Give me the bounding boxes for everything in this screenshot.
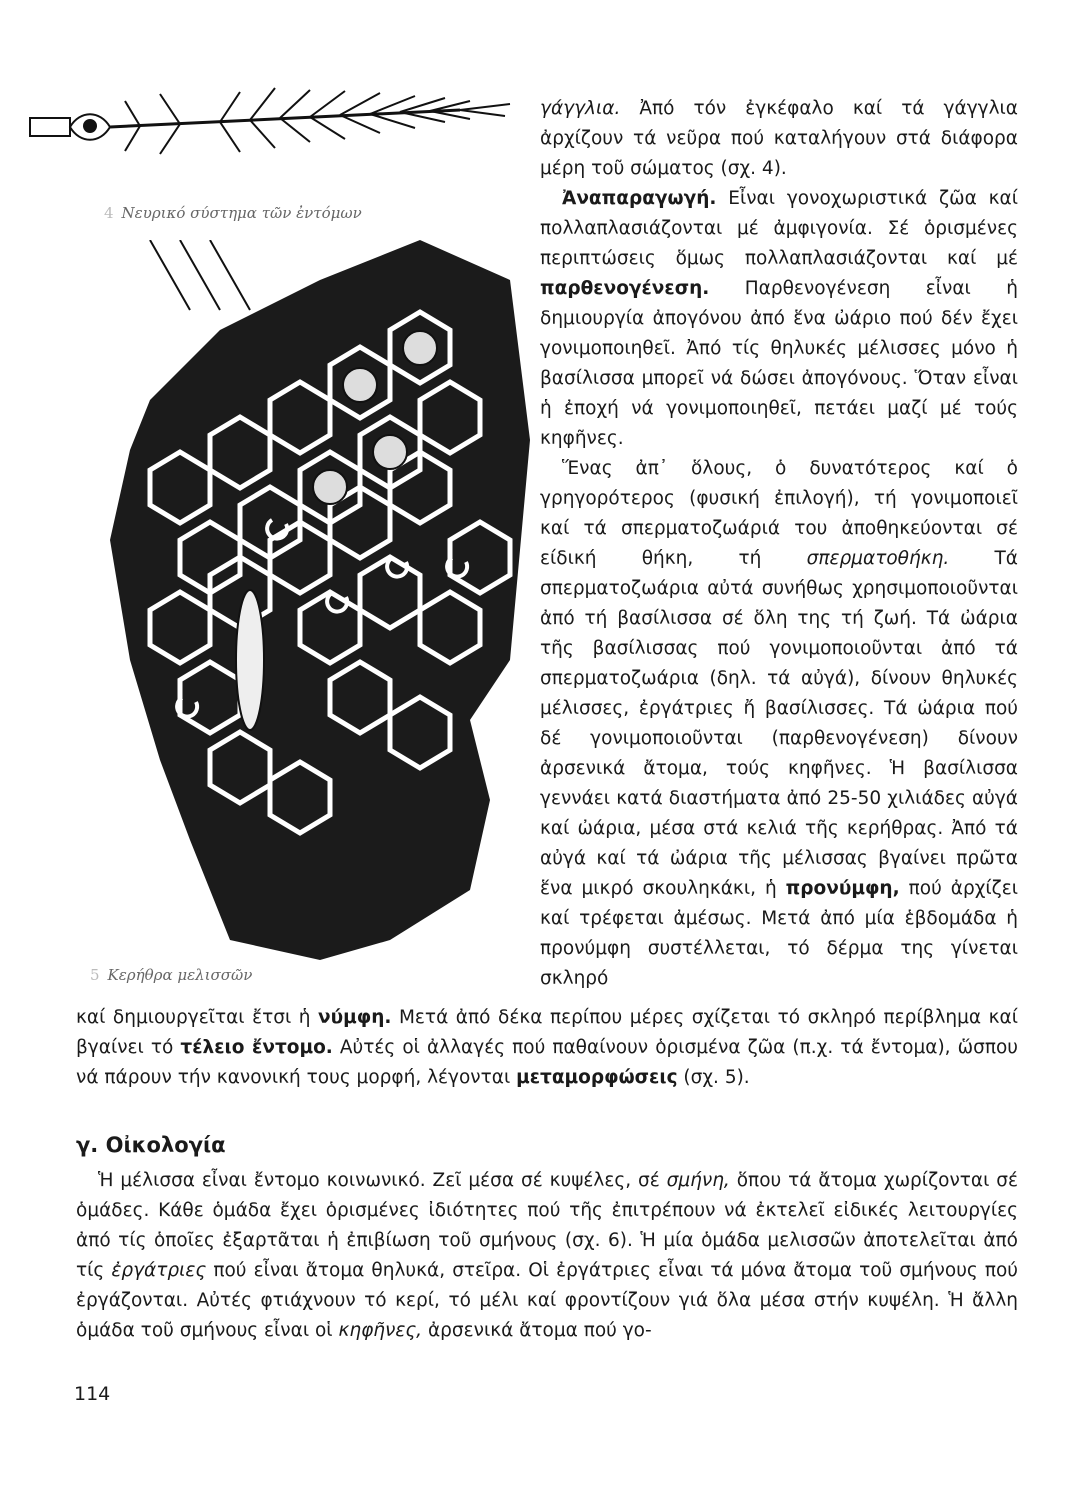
figure-4-number: 4: [104, 204, 114, 222]
nervous-system-illustration: [20, 80, 530, 200]
page-number: 114: [74, 1383, 111, 1405]
figure-5-caption-text: Κερήθρα μελισσῶν: [107, 966, 253, 984]
figure-4-caption: [104, 204, 362, 222]
figure-5-number: 5: [90, 966, 100, 984]
figure-5-caption: [90, 966, 252, 984]
figure-4-caption-text: Νευρικό σύστημα τῶν ἐντόμων: [121, 204, 362, 222]
right-column-text: [540, 94, 1018, 994]
paragraph-nervous: γάγγλια. Ἀπό τόν ἐγκέφαλο καί τά γάγγλια ἀρχίζουν τά νεῦρα πού καταλήγουν στά διάφορα μέρη τοῦ σώματος (σχ. 4).: [540, 98, 1018, 179]
ecology-text: Ἡ μέλισσα εἶναι ἔντομο κοινωνικό. Ζεῖ μέσα σέ κυψέλες, σέ σμήνη, ὅπου τά ἄτομα χωρίζονται σέ ὁμάδες. Κάθε ὁμάδα ἔχει ὁρισμένες ἰδιότητες πού τῆς ἐπιτρέπουν νά ἐκτελεῖ εἰδικές λειτουργίες ἀπό τίς ὁποῖες ἐξαρτᾶται ἡ ἐπιβίωση τοῦ σμήνους (σχ. 6). Ἡ μία ὁμάδα μελισσῶν ἀποτελεῖται ἀπό τίς ἐργάτριες πού εἶναι ἄτομα θηλυκά, στεῖρα. Οἱ ἐργάτριες εἶναι τά μόνα ἄτομα τοῦ σμήνους πού ἐργάζονται. Αὐτές φτιάχνουν τό κερί, τό μέλι καί φροντίζουν γιά ὅλα μέσα στήν κυψέλη. Ἡ ἄλλη ὁμάδα τοῦ σμήνους εἶναι οἱ κηφῆνες, ἀρσενικά ἄτομα πού γο-: [76, 1170, 1019, 1341]
paragraph-reproduction: Ἀναπαραγωγή. Εἶναι γονοχωριστικά ζῶα καί πολλαπλασιάζονται μέ ἀμφιγονία. Σέ ὁρισμένες περιπτώσεις ὅμως πολλαπλασιάζονται καί μέ παρθενογένεση. Παρθενογένεση εἶναι ἡ δημιουργία ἀπογόνου ἀπό ἕνα ὠάριο πού δέν ἔχει γονιμοποιηθεῖ. Ἀπό τίς θηλυκές μέλισσες μόνο ἡ βασίλισσα μπορεῖ νά δώσει ἀπογόνους. Ὅταν εἶναι ἡ ἐποχή νά γονιμοποιηθεῖ, πετάει μαζί μέ τούς κηφῆνες.: [540, 188, 1018, 449]
paragraph-queen: Ἕνας ἀπ᾿ ὅλους, ὁ δυνατότερος καί ὁ γρηγορότερος (φυσική ἐπιλογή), τή γονιμοποιεῖ καί τά σπερματοζωάριά του ἀποθηκεύονται σέ είδική θήκη, τή σπερματοθήκη. Τά σπερματοζωάρια αὐτά συνήθως χρησιμοποιοῦνται ἀπό τή βασίλισσα σέ ὅλη της τή ζωή. Τά ὠάρια τῆς βασίλισσας πού γονιμοποιοῦνται ἀπό τά σπερματοζωάρια (δηλ. τά αὐγά), δίνουν θηλυκές μέλισσες, ἐργάτριες ἤ βασίλισσες. Τά ὠάρια πού δέ γονιμοποιοῦνται (παρθενογένεση) δίνουν ἀρσενικά ἄτομα, τούς κηφῆνες. Ἡ βασίλισσα γεννάει κατά διαστήματα ἀπό 25-50 χιλιάδες αὐγά καί ὠάρια, μέσα στά κελιά τῆς κερήθρας. Ἀπό τά αὐγά καί τά ὠάρια τῆς μέλισσας βγαίνει πρῶτα ἕνα μικρό σκουληκάκι, ἡ προνύμφη, πού ἀρχίζει καί τρέφεται ἀμέσως. Μετά ἀπό μία ἑβδομάδα ἡ προνύμφη συστέλλεται, τό δέρμα της γίνεται σκληρό: [540, 458, 1018, 989]
metamorphosis-text: καί δημιουργεῖται ἔτσι ἡ νύμφη. Μετά ἀπό δέκα περίπου μέρες σχίζεται τό σκληρό περίβλημα καί βγαίνει τό τέλειο ἔντομο. Αὐτές οἱ ἀλλαγές πού παθαίνουν ὁρισμένα ζῶα (π.χ. τά ἔντομα), ὥσπου νά πάρουν τήν κανονική τους μορφή, λέγονται μεταμορφώσεις (σχ. 5).: [76, 1007, 1018, 1088]
section-heading: γ. Οἰκολογία: [76, 1133, 226, 1157]
honeycomb-illustration: [90, 240, 535, 970]
